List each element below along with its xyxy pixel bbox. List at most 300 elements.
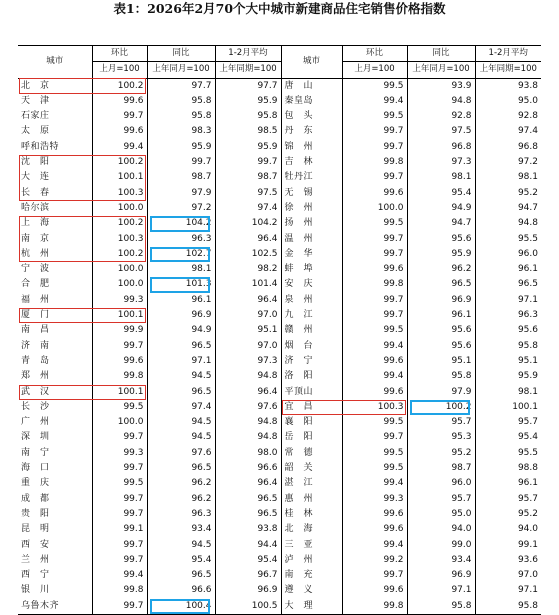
mom-cell-left: 100.0 <box>92 262 147 277</box>
mom-cell-right: 99.8 <box>342 155 407 170</box>
ytd-cell-right: 95.6 <box>475 323 541 338</box>
ytd-cell-left: 101.4 <box>215 277 281 292</box>
yoy-cell-left: 102.7 <box>147 247 215 262</box>
city-cell-left: 重 庆 <box>21 478 50 489</box>
city-cell-left: 南 京 <box>21 233 50 244</box>
yoy-cell-left: 94.5 <box>147 369 215 384</box>
ytd-cell-right: 96.1 <box>475 262 541 277</box>
city-cell-left: 呼和浩特 <box>21 141 60 152</box>
table-row <box>18 369 541 384</box>
city-cell-right: 大 理 <box>281 599 342 615</box>
city-cell-right: 南 充 <box>281 568 342 583</box>
ytd-cell-right: 95.0 <box>475 94 541 109</box>
ytd-cell-right: 100.1 <box>475 400 541 415</box>
city-cell-left: 厦 门 <box>21 310 50 321</box>
yoy-cell-right: 95.6 <box>407 232 475 247</box>
ytd-cell-right: 99.1 <box>475 538 541 553</box>
mom-cell-left: 99.7 <box>92 109 147 124</box>
mom-cell-left: 99.7 <box>92 538 147 553</box>
city-cell-right: 泸 州 <box>281 553 342 568</box>
mom-cell-right: 99.6 <box>342 354 407 369</box>
mom-cell-right: 99.5 <box>342 216 407 231</box>
table-row <box>18 78 541 94</box>
city-cell-right: 湛 江 <box>281 476 342 491</box>
mom-cell-left: 100.1 <box>92 385 147 400</box>
city-cell-right: 丹 东 <box>281 124 342 139</box>
city-cell-right: 洛 阳 <box>281 369 342 384</box>
mom-cell-right: 99.8 <box>342 277 407 292</box>
mom-cell-left: 99.4 <box>92 140 147 155</box>
ytd-cell-left: 94.4 <box>215 538 281 553</box>
city-cell-left: 深 圳 <box>21 432 50 443</box>
yoy-cell-right: 95.1 <box>407 354 475 369</box>
mom-cell-left: 99.7 <box>92 492 147 507</box>
yoy-cell-left: 96.3 <box>147 507 215 522</box>
table-row <box>18 155 541 170</box>
ytd-cell-left: 95.8 <box>215 109 281 124</box>
city-cell-right: 遵 义 <box>281 583 342 598</box>
yoy-cell-right: 96.0 <box>407 476 475 491</box>
yoy-cell-left: 96.5 <box>147 568 215 583</box>
yoy-cell-left: 96.5 <box>147 339 215 354</box>
yoy-cell-left: 95.8 <box>147 94 215 109</box>
mom-cell-left: 99.3 <box>92 293 147 308</box>
yoy-cell-right: 96.5 <box>407 277 475 292</box>
yoy-cell-right: 95.6 <box>407 339 475 354</box>
ytd-cell-right: 93.8 <box>475 78 541 94</box>
city-cell-right: 常 德 <box>281 446 342 461</box>
yoy-cell-right: 97.1 <box>407 583 475 598</box>
table-row <box>18 109 541 124</box>
mom-cell-right: 99.4 <box>342 339 407 354</box>
header-ytd-right: 1-2月平均 <box>475 46 541 62</box>
mom-cell-right: 99.6 <box>342 522 407 537</box>
mom-cell-right: 99.5 <box>342 415 407 430</box>
city-cell-left: 青 岛 <box>21 355 50 366</box>
ytd-cell-right: 95.7 <box>475 492 541 507</box>
table-row <box>18 385 541 400</box>
yoy-cell-right: 94.0 <box>407 522 475 537</box>
city-cell-left: 北 京 <box>21 80 50 91</box>
ytd-cell-left: 97.7 <box>215 78 281 94</box>
ytd-cell-left: 95.9 <box>215 140 281 155</box>
yoy-cell-left: 98.7 <box>147 170 215 185</box>
yoy-cell-left: 95.4 <box>147 553 215 568</box>
table-row <box>18 277 541 292</box>
city-cell-right: 桂 林 <box>281 507 342 522</box>
table-row <box>18 415 541 430</box>
table-title: 表1：2026年2月70个大中城市新建商品住宅销售价格指数 <box>113 1 446 16</box>
yoy-cell-right: 98.1 <box>407 170 475 185</box>
city-cell-right: 烟 台 <box>281 339 342 354</box>
ytd-cell-right: 97.4 <box>475 124 541 139</box>
header-row <box>18 46 541 62</box>
yoy-cell-left: 94.5 <box>147 430 215 445</box>
ytd-cell-left: 98.2 <box>215 262 281 277</box>
mom-cell-right: 99.7 <box>342 568 407 583</box>
mom-cell-left: 99.7 <box>92 430 147 445</box>
ytd-cell-left: 97.0 <box>215 308 281 323</box>
yoy-cell-left: 95.9 <box>147 140 215 155</box>
mom-cell-left: 99.7 <box>92 461 147 476</box>
city-cell-right: 吉 林 <box>281 155 342 170</box>
table-row <box>18 476 541 491</box>
table-row <box>18 186 541 201</box>
ytd-cell-right: 98.1 <box>475 170 541 185</box>
ytd-cell-right: 97.0 <box>475 568 541 583</box>
ytd-cell-left: 94.8 <box>215 415 281 430</box>
ytd-cell-left: 94.8 <box>215 430 281 445</box>
ytd-cell-left: 104.2 <box>215 216 281 231</box>
ytd-cell-right: 96.3 <box>475 308 541 323</box>
mom-cell-left: 99.6 <box>92 354 147 369</box>
yoy-cell-right: 95.8 <box>407 369 475 384</box>
city-cell-right: 宜 昌 <box>281 400 342 415</box>
city-cell-left: 长 春 <box>21 187 50 198</box>
city-cell-right: 秦皇岛 <box>281 94 342 109</box>
city-cell-left: 广 州 <box>21 417 50 428</box>
header-yoy-right: 同比 <box>407 46 475 62</box>
city-cell-right: 韶 关 <box>281 461 342 476</box>
mom-cell-right: 99.7 <box>342 308 407 323</box>
mom-cell-left: 99.7 <box>92 599 147 615</box>
table-row <box>18 568 541 583</box>
yoy-cell-right: 94.9 <box>407 201 475 216</box>
yoy-cell-left: 96.1 <box>147 293 215 308</box>
city-cell-left: 济 南 <box>21 340 50 351</box>
mom-cell-left: 99.5 <box>92 400 147 415</box>
city-cell-left: 南 宁 <box>21 447 50 458</box>
subheader-ytd-left: 上年同期=100 <box>215 62 281 78</box>
yoy-cell-right: 99.0 <box>407 538 475 553</box>
ytd-cell-left: 96.7 <box>215 568 281 583</box>
ytd-cell-left: 97.5 <box>215 186 281 201</box>
city-cell-left: 沈 阳 <box>21 157 50 168</box>
mom-cell-right: 99.7 <box>342 140 407 155</box>
ytd-cell-left: 95.4 <box>215 553 281 568</box>
mom-cell-left: 99.6 <box>92 124 147 139</box>
mom-cell-right: 99.6 <box>342 186 407 201</box>
city-cell-right: 平顶山 <box>281 385 342 400</box>
mom-cell-left: 100.2 <box>92 216 147 231</box>
subheader-ytd-right: 上年同期=100 <box>475 62 541 78</box>
yoy-cell-left: 97.9 <box>147 186 215 201</box>
mom-cell-right: 99.3 <box>342 492 407 507</box>
yoy-cell-right: 95.4 <box>407 186 475 201</box>
mom-cell-left: 100.3 <box>92 232 147 247</box>
mom-cell-right: 99.4 <box>342 538 407 553</box>
subheader-yoy-left: 上年同月=100 <box>147 62 215 78</box>
city-cell-right: 九 江 <box>281 308 342 323</box>
city-cell-right: 襄 阳 <box>281 415 342 430</box>
ytd-cell-right: 97.1 <box>475 293 541 308</box>
mom-cell-left: 100.0 <box>92 415 147 430</box>
ytd-cell-left: 98.5 <box>215 124 281 139</box>
mom-cell-left: 99.8 <box>92 369 147 384</box>
mom-cell-left: 100.0 <box>92 277 147 292</box>
city-cell-left: 贵 阳 <box>21 508 50 519</box>
mom-cell-right: 99.5 <box>342 461 407 476</box>
table-row <box>18 446 541 461</box>
mom-cell-left: 99.7 <box>92 553 147 568</box>
ytd-cell-left: 97.4 <box>215 201 281 216</box>
ytd-cell-left: 97.6 <box>215 400 281 415</box>
city-cell-left: 福 州 <box>21 294 50 305</box>
table-row <box>18 339 541 354</box>
mom-cell-left: 99.7 <box>92 339 147 354</box>
yoy-cell-left: 97.7 <box>147 78 215 94</box>
mom-cell-right: 99.6 <box>342 262 407 277</box>
ytd-cell-left: 94.8 <box>215 369 281 384</box>
table-row <box>18 170 541 185</box>
city-cell-right: 泉 州 <box>281 293 342 308</box>
city-cell-left: 长 沙 <box>21 401 50 412</box>
table-row <box>18 599 541 615</box>
mom-cell-right: 99.5 <box>342 109 407 124</box>
mom-cell-left: 100.3 <box>92 186 147 201</box>
mom-cell-right: 99.7 <box>342 124 407 139</box>
ytd-cell-right: 96.5 <box>475 277 541 292</box>
mom-cell-right: 99.6 <box>342 583 407 598</box>
yoy-cell-right: 95.7 <box>407 415 475 430</box>
mom-cell-left: 100.2 <box>92 155 147 170</box>
city-cell-left: 昆 明 <box>21 524 50 535</box>
table-row <box>18 201 541 216</box>
yoy-cell-right: 100.2 <box>407 400 475 415</box>
table-row <box>18 430 541 445</box>
yoy-cell-left: 97.4 <box>147 400 215 415</box>
ytd-cell-right: 95.5 <box>475 232 541 247</box>
ytd-cell-left: 96.6 <box>215 461 281 476</box>
city-cell-right: 锦 州 <box>281 140 342 155</box>
subheader-row <box>18 62 541 78</box>
city-cell-right: 蚌 埠 <box>281 262 342 277</box>
ytd-cell-right: 95.5 <box>475 446 541 461</box>
header-yoy-left: 同比 <box>147 46 215 62</box>
yoy-cell-right: 95.7 <box>407 492 475 507</box>
ytd-cell-right: 95.8 <box>475 599 541 615</box>
price-index-table <box>18 45 541 615</box>
yoy-cell-right: 93.9 <box>407 78 475 94</box>
city-cell-right: 温 州 <box>281 232 342 247</box>
mom-cell-right: 99.6 <box>342 507 407 522</box>
table-row <box>18 553 541 568</box>
mom-cell-right: 99.4 <box>342 94 407 109</box>
ytd-cell-right: 94.8 <box>475 216 541 231</box>
ytd-cell-right: 95.4 <box>475 430 541 445</box>
yoy-cell-left: 97.6 <box>147 446 215 461</box>
mom-cell-right: 99.8 <box>342 599 407 615</box>
table-row <box>18 354 541 369</box>
ytd-cell-left: 96.5 <box>215 507 281 522</box>
yoy-cell-left: 96.3 <box>147 232 215 247</box>
table-row <box>18 232 541 247</box>
mom-cell-left: 99.7 <box>92 507 147 522</box>
mom-cell-left: 99.5 <box>92 476 147 491</box>
city-cell-left: 天 津 <box>21 95 50 106</box>
table-row <box>18 247 541 262</box>
yoy-cell-left: 93.4 <box>147 522 215 537</box>
table-row <box>18 124 541 139</box>
city-cell-left: 合 肥 <box>21 279 50 290</box>
city-cell-left: 杭 州 <box>21 248 50 259</box>
mom-cell-left: 99.1 <box>92 522 147 537</box>
yoy-cell-left: 96.5 <box>147 385 215 400</box>
yoy-cell-right: 96.9 <box>407 568 475 583</box>
ytd-cell-left: 102.5 <box>215 247 281 262</box>
yoy-cell-right: 96.9 <box>407 293 475 308</box>
city-cell-left: 乌鲁木齐 <box>21 600 60 611</box>
yoy-cell-left: 97.1 <box>147 354 215 369</box>
table-row <box>18 262 541 277</box>
yoy-cell-left: 94.9 <box>147 323 215 338</box>
city-cell-right: 金 华 <box>281 247 342 262</box>
table-row <box>18 94 541 109</box>
mom-cell-right: 99.5 <box>342 78 407 94</box>
city-cell-left: 太 原 <box>21 126 50 137</box>
mom-cell-right: 99.5 <box>342 323 407 338</box>
ytd-cell-right: 96.1 <box>475 476 541 491</box>
yoy-cell-right: 96.1 <box>407 308 475 323</box>
yoy-cell-left: 94.5 <box>147 538 215 553</box>
yoy-cell-left: 98.1 <box>147 262 215 277</box>
table-row <box>18 522 541 537</box>
ytd-cell-right: 98.8 <box>475 461 541 476</box>
mom-cell-right: 99.5 <box>342 446 407 461</box>
yoy-cell-right: 95.9 <box>407 247 475 262</box>
yoy-cell-left: 95.8 <box>147 109 215 124</box>
yoy-cell-left: 96.5 <box>147 461 215 476</box>
yoy-cell-right: 92.8 <box>407 109 475 124</box>
mom-cell-right: 99.7 <box>342 293 407 308</box>
city-cell-left: 兰 州 <box>21 554 50 565</box>
city-cell-right: 包 头 <box>281 109 342 124</box>
ytd-cell-left: 96.4 <box>215 476 281 491</box>
table-row <box>18 140 541 155</box>
mom-cell-left: 100.1 <box>92 170 147 185</box>
ytd-cell-left: 98.0 <box>215 446 281 461</box>
ytd-cell-right: 93.6 <box>475 553 541 568</box>
yoy-cell-right: 97.5 <box>407 124 475 139</box>
table-row <box>18 323 541 338</box>
city-cell-left: 宁 波 <box>21 264 50 275</box>
yoy-cell-left: 98.3 <box>147 124 215 139</box>
yoy-cell-left: 96.2 <box>147 476 215 491</box>
table-row <box>18 507 541 522</box>
table-row <box>18 583 541 598</box>
ytd-cell-right: 95.2 <box>475 186 541 201</box>
ytd-cell-left: 99.7 <box>215 155 281 170</box>
yoy-cell-right: 97.9 <box>407 385 475 400</box>
city-cell-left: 海 口 <box>21 463 50 474</box>
ytd-cell-right: 97.1 <box>475 583 541 598</box>
yoy-cell-left: 96.9 <box>147 308 215 323</box>
yoy-cell-right: 96.8 <box>407 140 475 155</box>
mom-cell-left: 99.6 <box>92 94 147 109</box>
city-cell-right: 北 海 <box>281 522 342 537</box>
table-row <box>18 400 541 415</box>
ytd-cell-left: 95.1 <box>215 323 281 338</box>
subheader-mom-right: 上月=100 <box>342 62 407 78</box>
yoy-cell-right: 95.3 <box>407 430 475 445</box>
mom-cell-left: 100.2 <box>92 247 147 262</box>
ytd-cell-right: 94.0 <box>475 522 541 537</box>
table-row <box>18 492 541 507</box>
ytd-cell-left: 93.8 <box>215 522 281 537</box>
yoy-cell-left: 99.7 <box>147 155 215 170</box>
mom-cell-right: 100.3 <box>342 400 407 415</box>
header-city-right: 城市 <box>281 46 342 79</box>
city-cell-right: 赣 州 <box>281 323 342 338</box>
header-mom-right: 环比 <box>342 46 407 62</box>
mom-cell-left: 99.9 <box>92 323 147 338</box>
mom-cell-right: 99.7 <box>342 247 407 262</box>
header-mom-left: 环比 <box>92 46 147 62</box>
yoy-cell-right: 95.0 <box>407 507 475 522</box>
ytd-cell-right: 98.1 <box>475 385 541 400</box>
ytd-cell-right: 95.2 <box>475 507 541 522</box>
yoy-cell-right: 95.2 <box>407 446 475 461</box>
table-body <box>18 78 541 614</box>
yoy-cell-right: 97.3 <box>407 155 475 170</box>
city-cell-left: 银 川 <box>21 585 50 596</box>
mom-cell-left: 100.2 <box>92 78 147 94</box>
ytd-cell-right: 96.0 <box>475 247 541 262</box>
table-row <box>18 293 541 308</box>
ytd-cell-left: 95.9 <box>215 94 281 109</box>
header-city-left: 城市 <box>18 46 92 79</box>
ytd-cell-left: 100.5 <box>215 599 281 615</box>
mom-cell-left: 100.1 <box>92 308 147 323</box>
city-cell-right: 济 宁 <box>281 354 342 369</box>
ytd-cell-left: 97.3 <box>215 354 281 369</box>
city-cell-left: 成 都 <box>21 493 50 504</box>
mom-cell-right: 99.7 <box>342 232 407 247</box>
yoy-cell-left: 96.6 <box>147 583 215 598</box>
subheader-mom-left: 上月=100 <box>92 62 147 78</box>
ytd-cell-left: 96.4 <box>215 385 281 400</box>
table-row <box>18 308 541 323</box>
mom-cell-right: 99.2 <box>342 553 407 568</box>
yoy-cell-right: 95.6 <box>407 323 475 338</box>
mom-cell-right: 99.4 <box>342 476 407 491</box>
ytd-cell-right: 95.8 <box>475 339 541 354</box>
ytd-cell-left: 97.0 <box>215 339 281 354</box>
mom-cell-left: 100.0 <box>92 201 147 216</box>
city-cell-left: 大 连 <box>21 172 50 183</box>
header-ytd-left: 1-2月平均 <box>215 46 281 62</box>
ytd-cell-left: 98.7 <box>215 170 281 185</box>
mom-cell-right: 99.7 <box>342 170 407 185</box>
yoy-cell-left: 104.2 <box>147 216 215 231</box>
ytd-cell-right: 96.8 <box>475 140 541 155</box>
city-cell-right: 惠 州 <box>281 492 342 507</box>
ytd-cell-right: 97.2 <box>475 155 541 170</box>
yoy-cell-left: 100.4 <box>147 599 215 615</box>
city-cell-right: 牡丹江 <box>281 170 342 185</box>
city-cell-left: 石家庄 <box>21 111 50 122</box>
mom-cell-left: 99.4 <box>92 568 147 583</box>
table-row <box>18 216 541 231</box>
mom-cell-right: 100.0 <box>342 201 407 216</box>
ytd-cell-left: 96.4 <box>215 232 281 247</box>
yoy-cell-right: 94.8 <box>407 94 475 109</box>
city-cell-left: 西 宁 <box>21 570 50 581</box>
yoy-cell-left: 96.2 <box>147 492 215 507</box>
yoy-cell-right: 98.7 <box>407 461 475 476</box>
mom-cell-right: 99.7 <box>342 430 407 445</box>
table-row <box>18 538 541 553</box>
